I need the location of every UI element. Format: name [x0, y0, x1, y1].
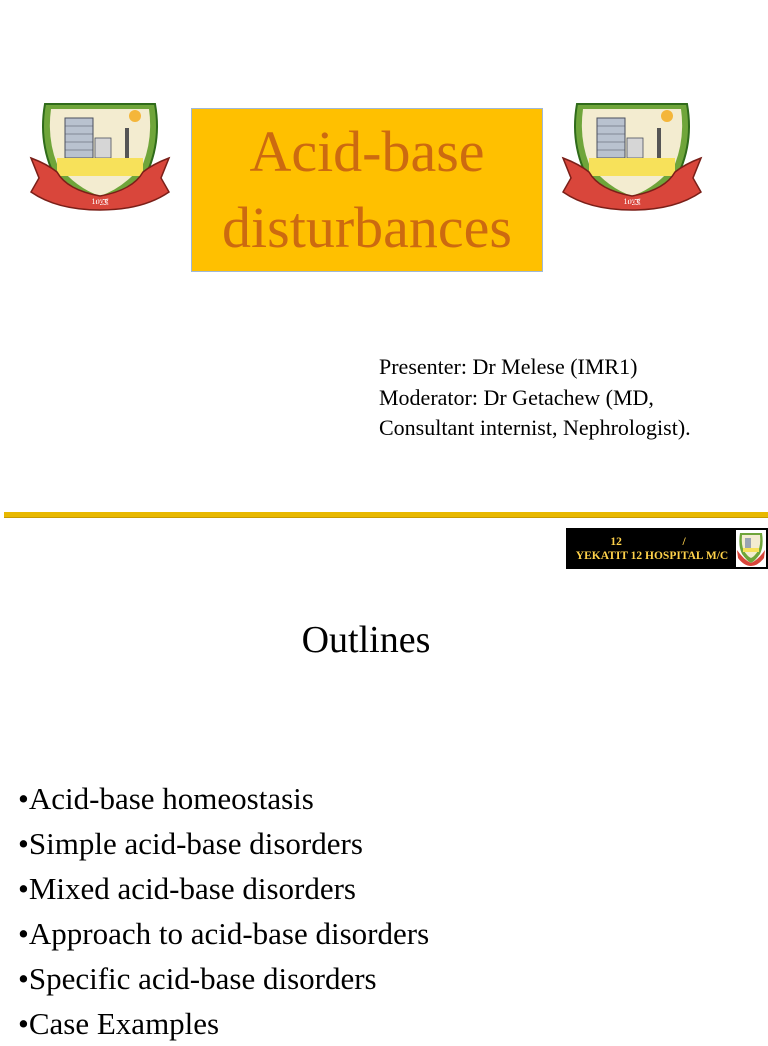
presenter-info: [379, 352, 764, 444]
title-line-1: Acid-base: [249, 119, 485, 184]
list-item: •Mixed acid-base disorders: [18, 871, 356, 906]
bullet-icon: •: [18, 826, 29, 861]
bullet-icon: •: [18, 916, 29, 951]
badge-hospital-name: YEKATIT 12 HOSPITAL M/C: [575, 549, 729, 562]
list-item: •Specific acid-base disorders: [18, 961, 377, 996]
badge-number: 12: [610, 535, 622, 548]
bullet-icon: •: [18, 1006, 29, 1041]
presenter-line: Presenter: Dr Melese (IMR1): [379, 354, 638, 379]
title-line-2: disturbances: [222, 195, 512, 260]
title-box: [191, 108, 543, 272]
bullet-icon: •: [18, 961, 29, 996]
outline-slide: [0, 518, 768, 1041]
svg-text:1ዐ፲፪: 1ዐ፲፪: [91, 197, 109, 206]
hospital-crest-logo: [27, 98, 173, 212]
outline-list: [18, 776, 429, 1046]
list-item: •Acid-base homeostasis: [18, 781, 314, 816]
bullet-icon: •: [18, 781, 29, 816]
list-item: •Simple acid-base disorders: [18, 826, 363, 861]
hospital-badge: [566, 528, 768, 569]
hospital-crest-icon: [736, 530, 766, 567]
outline-heading: Outlines: [301, 619, 431, 661]
slide-title: [197, 114, 537, 266]
hospital-crest-logo: [559, 98, 705, 212]
list-item: •Approach to acid-base disorders: [18, 916, 430, 951]
moderator-line: Moderator: Dr Getachew (MD,: [379, 384, 654, 410]
bullet-icon: •: [18, 871, 29, 906]
moderator-line-cont: Consultant internist, Nephrologist).: [379, 415, 691, 440]
svg-text:1ዐ፲፪: 1ዐ፲፪: [623, 197, 641, 206]
list-item: •Case Examples: [18, 1006, 220, 1041]
title-slide: [0, 0, 768, 515]
badge-slash: /: [682, 535, 686, 548]
